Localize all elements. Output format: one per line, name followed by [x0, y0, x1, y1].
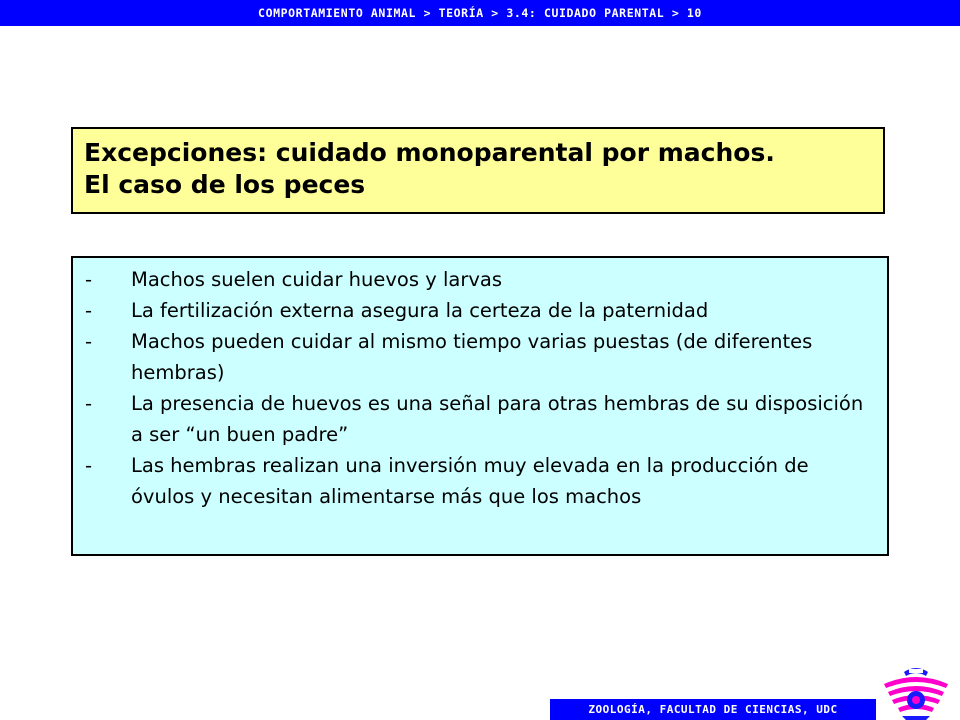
list-item — [85, 388, 877, 450]
bullet-text: Machos pueden cuidar al mismo tiempo varias puestas (de diferentes hembras) — [131, 330, 813, 384]
breadcrumb-text: COMPORTAMIENTO ANIMAL > TEORÍA > 3.4: CUIDADO PARENTAL > 10 — [258, 6, 702, 20]
bullet-marker: - — [85, 330, 93, 353]
slide-title-box — [71, 127, 885, 214]
footer-text: ZOOLOGÍA, FACULTAD DE CIENCIAS, UDC — [588, 703, 838, 716]
bullet-text: Machos suelen cuidar huevos y larvas — [131, 268, 502, 291]
bullet-marker: - — [85, 392, 93, 415]
slide-title-line-2: El caso de los peces — [84, 170, 366, 199]
bullet-marker: - — [85, 299, 93, 322]
list-item — [85, 295, 877, 326]
list-item — [85, 264, 877, 295]
bullet-list — [85, 264, 877, 512]
list-item — [85, 450, 877, 512]
university-logo-icon — [878, 660, 954, 720]
list-item — [85, 326, 877, 388]
bullet-list-box — [71, 256, 889, 556]
footer-bar — [550, 699, 876, 720]
bullet-text: La presencia de huevos es una señal para otras hembras de su disposición a ser “un buen padre” — [131, 392, 864, 446]
slide-title-line-1: Excepciones: cuidado monoparental por machos. — [84, 138, 775, 167]
bullet-text: Las hembras realizan una inversión muy elevada en la producción de óvulos y necesitan alimentarse más que los machos — [131, 454, 809, 508]
bullet-marker: - — [85, 454, 93, 477]
bullet-text: La fertilización externa asegura la certeza de la paternidad — [131, 299, 709, 322]
breadcrumb — [0, 0, 960, 26]
bullet-marker: - — [85, 268, 93, 291]
